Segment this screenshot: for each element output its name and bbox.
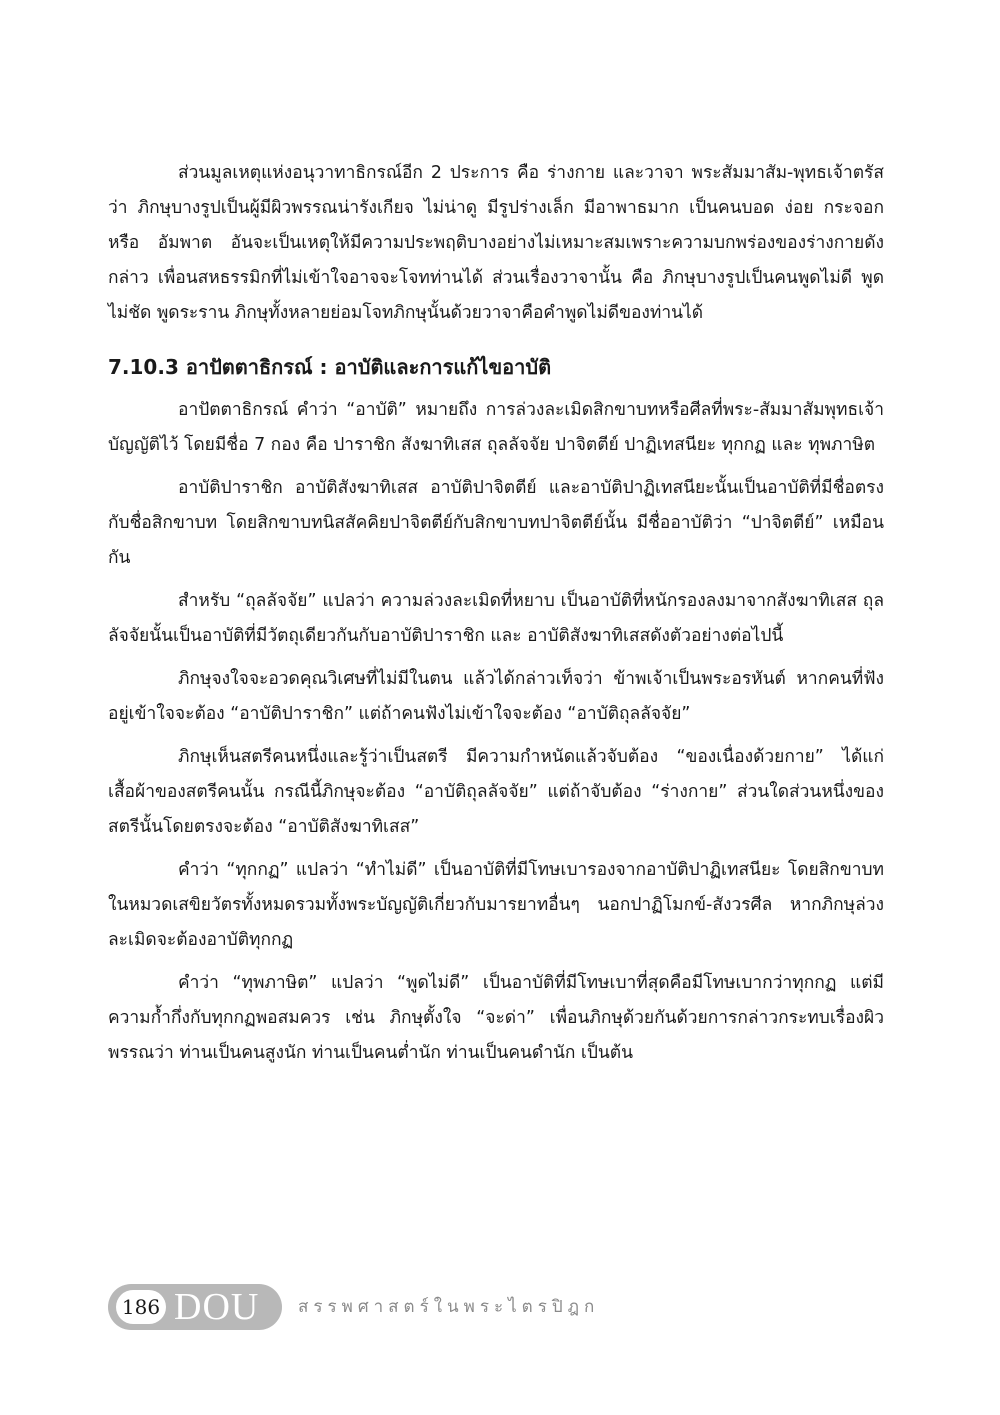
- paragraph: ภิกษุจงใจจะอวดคุณวิเศษที่ไม่มีในตน แล้วได้กล่าวเท็จว่า ข้าพเจ้าเป็นพระอรหันต์ หากคนที่ฟังอยู่เข้าใจจะต้อง “อาบัติปาราชิก” แต่ถ้าคนฟังไม่เข้าใจจะต้อง “อาบัติถุลลัจจัย”: [108, 669, 884, 724]
- page-content: [108, 156, 884, 1079]
- section-heading: 7.10.3 อาปัตตาธิกรณ์ : อาบัติและการแก้ไขอาบัติ: [108, 355, 552, 379]
- page-number: 186: [116, 1290, 166, 1324]
- page-footer: [108, 1284, 728, 1330]
- paragraph: คำว่า “ทุพภาษิต” แปลว่า “พูดไม่ดี” เป็นอาบัติที่มีโทษเบาที่สุดคือมีโทษเบากว่าทุกกฏ แต่มีความก้ำกึ่งกับทุกกฏพอสมควร เช่น ภิกษุตั้งใจ “จะด่า” เพื่อนภิกษุด้วยกันด้วยการกล่าวกระทบเรื่องผิวพรรณว่า ท่านเป็นคนสูงนัก ท่านเป็นคนต่ำนัก ท่านเป็นคนดำนัก เป็นต้น: [108, 973, 884, 1063]
- paragraph: คำว่า “ทุกกฏ” แปลว่า “ทำไม่ดี” เป็นอาบัติที่มีโทษเบารองจากอาบัติปาฏิเทสนียะ โดยสิกขาบทในหมวดเสขิยวัตรทั้งหมดรวมทั้งพระบัญญัติเกี่ยวกับมารยาทอื่นๆ นอกปาฏิโมกข์-สังวรศีล หากภิกษุล่วงละเมิดจะต้องอาบัติทุกกฏ: [108, 860, 884, 950]
- book-title: สรรพศาสตร์ในพระไตรปิฎก: [298, 1297, 600, 1317]
- footer-badge: [108, 1284, 282, 1330]
- dou-logo: DOU: [174, 1286, 260, 1328]
- paragraph: สำหรับ “ถุลลัจจัย” แปลว่า ความล่วงละเมิดที่หยาบ เป็นอาบัติที่หนักรองลงมาจากสังฆาทิเสส ถุลลัจจัยนั้นเป็นอาบัติที่มีวัตถุเดียวกันกับอาบัติปาราชิก และ อาบัติสังฆาทิเสสดังตัวอย่างต่อไปนี้: [108, 591, 884, 646]
- paragraph: ส่วนมูลเหตุแห่งอนุวาทาธิกรณ์อีก 2 ประการ คือ ร่างกาย และวาจา พระสัมมาสัม-พุทธเจ้าตรัสว่า ภิกษุบางรูปเป็นผู้มีผิวพรรณน่ารังเกียจ ไม่น่าดู มีรูปร่างเล็ก มีอาพาธมาก เป็นคนบอด ง่อย กระจอก หรือ อัมพาต อันจะเป็นเหตุให้มีความประพฤติบางอย่างไม่เหมาะสมเพราะความบกพร่องของร่างกายดังกล่าว เพื่อนสหธรรมิกที่ไม่เข้าใจอาจจะโจทท่านได้ ส่วนเรื่องวาจานั้น คือ ภิกษุบางรูปเป็นคนพูดไม่ดี พูดไม่ชัด พูดระราน ภิกษุทั้งหลายย่อมโจทภิกษุนั้นด้วยวาจาคือคำพูดไม่ดีของท่านได้: [108, 163, 884, 323]
- paragraph: อาบัติปาราชิก อาบัติสังฆาทิเสส อาบัติปาจิตตีย์ และอาบัติปาฏิเทสนียะนั้นเป็นอาบัติที่มีชื่อตรงกับชื่อสิกขาบท โดยสิกขาบทนิสสัคคิยปาจิตตีย์กับสิกขาบทปาจิตตีย์นั้น มีชื่ออาบัติว่า “ปาจิตตีย์” เหมือนกัน: [108, 478, 884, 568]
- paragraph: อาปัตตาธิกรณ์ คำว่า “อาบัติ” หมายถึง การล่วงละเมิดสิกขาบทหรือศีลที่พระ-สัมมาสัมพุทธเจ้าบัญญัติไว้ โดยมีชื่อ 7 กอง คือ ปาราชิก สังฆาทิเสส ถุลลัจจัย ปาจิตตีย์ ปาฏิเทสนียะ ทุกกฏ และ ทุพภาษิต: [108, 400, 884, 455]
- paragraph: ภิกษุเห็นสตรีคนหนึ่งและรู้ว่าเป็นสตรี มีความกำหนัดแล้วจับต้อง “ของเนื่องด้วยกาย” ได้แก่ เสื้อผ้าของสตรีคนนั้น กรณีนี้ภิกษุจะต้อง “อาบัติถุลลัจจัย” แต่ถ้าจับต้อง “ร่างกาย” ส่วนใดส่วนหนึ่งของสตรีนั้นโดยตรงจะต้อง “อาบัติสังฆาทิเสส”: [108, 747, 884, 837]
